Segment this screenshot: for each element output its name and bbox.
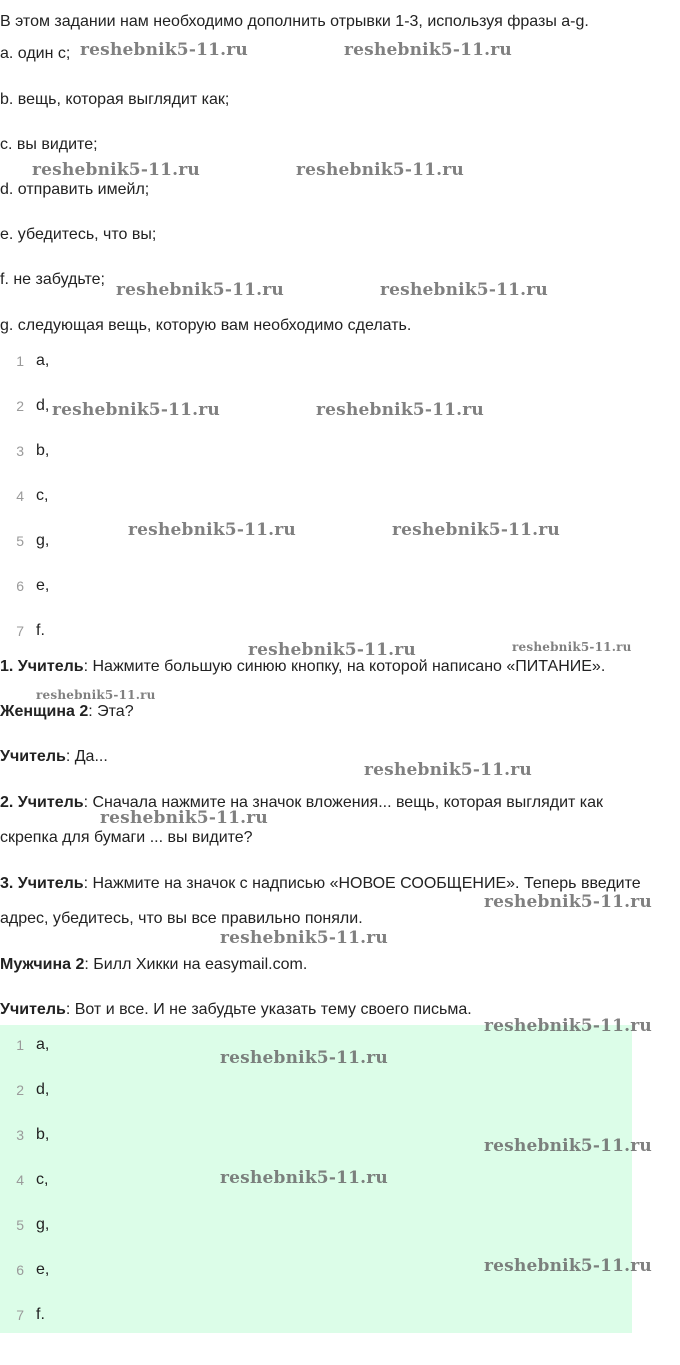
list-item: 1 a, xyxy=(16,1036,50,1053)
watermark: reshebnik5-11.ru xyxy=(344,40,512,60)
watermark: reshebnik5-11.ru xyxy=(484,1256,652,1276)
list-item: 7 f. xyxy=(16,1306,45,1323)
intro-text: В этом задании нам необходимо дополнить отрывки 1-3, используя фразы a-g. xyxy=(0,13,589,30)
watermark: reshebnik5-11.ru xyxy=(316,400,484,420)
list-item: 6 e, xyxy=(16,1261,50,1278)
phrase-e: e. убедитесь, что вы; xyxy=(0,226,157,243)
watermark: reshebnik5-11.ru xyxy=(484,1136,652,1156)
phrase-g: g. следующая вещь, которую вам необходимо сделать. xyxy=(0,317,412,334)
list-item: 6 e, xyxy=(16,577,50,594)
list-item: 3 b, xyxy=(16,442,50,459)
list-item: 4 c, xyxy=(16,487,49,504)
list-item: 5 g, xyxy=(16,532,50,549)
watermark: reshebnik5-11.ru xyxy=(484,892,652,912)
list-item: 7 f. xyxy=(16,622,45,639)
dialogue-line: Мужчина 2: Билл Хикки на easymail.com. xyxy=(0,956,308,973)
watermark: reshebnik5-11.ru xyxy=(220,1048,388,1068)
watermark: reshebnik5-11.ru xyxy=(32,160,200,180)
dialogue-line: Женщина 2: Эта? xyxy=(0,703,134,720)
phrase-d: d. отправить имейл; xyxy=(0,181,150,198)
phrase-c: c. вы видите; xyxy=(0,136,98,153)
dialogue-line: 1. Учитель: Нажмите большую синюю кнопку, на которой написано «ПИТАНИЕ». xyxy=(0,658,606,675)
watermark: reshebnik5-11.ru xyxy=(128,520,296,540)
list-item: 2 d, xyxy=(16,1081,50,1098)
watermark: reshebnik5-11.ru xyxy=(100,808,268,828)
watermark: reshebnik5-11.ru xyxy=(52,400,220,420)
watermark: reshebnik5-11.ru xyxy=(36,688,156,702)
watermark: reshebnik5-11.ru xyxy=(220,928,388,948)
phrase-f: f. не забудьте; xyxy=(0,271,105,288)
phrase-b: b. вещь, которая выглядит как; xyxy=(0,91,230,108)
dialogue-line: Учитель: Да... xyxy=(0,748,108,765)
watermark: reshebnik5-11.ru xyxy=(80,40,248,60)
list-item: 1 a, xyxy=(16,352,50,369)
watermark: reshebnik5-11.ru xyxy=(484,1016,652,1036)
watermark: reshebnik5-11.ru xyxy=(116,280,284,300)
dialogue-line: адрес, убедитесь, что вы все правильно поняли. xyxy=(0,910,363,927)
dialogue-line: 2. Учитель: Сначала нажмите на значок вложения... вещь, которая выглядит как xyxy=(0,794,604,811)
dialogue-line: скрепка для бумаги ... вы видите? xyxy=(0,829,253,846)
dialogue-line: 3. Учитель: Нажмите на значок с надписью «НОВОЕ СООБЩЕНИЕ». Теперь введите xyxy=(0,875,641,892)
list-item: 4 c, xyxy=(16,1171,49,1188)
watermark: reshebnik5-11.ru xyxy=(392,520,560,540)
dialogue-line: Учитель: Вот и все. И не забудьте указать тему своего письма. xyxy=(0,1001,472,1018)
watermark: reshebnik5-11.ru xyxy=(380,280,548,300)
list-item: 2 d, xyxy=(16,397,50,414)
phrase-a: a. один с; xyxy=(0,45,71,62)
list-item: 3 b, xyxy=(16,1126,50,1143)
watermark: reshebnik5-11.ru xyxy=(248,640,416,660)
watermark: reshebnik5-11.ru xyxy=(296,160,464,180)
watermark: reshebnik5-11.ru xyxy=(364,760,532,780)
list-item: 5 g, xyxy=(16,1216,50,1233)
watermark: reshebnik5-11.ru xyxy=(512,640,632,654)
watermark: reshebnik5-11.ru xyxy=(220,1168,388,1188)
